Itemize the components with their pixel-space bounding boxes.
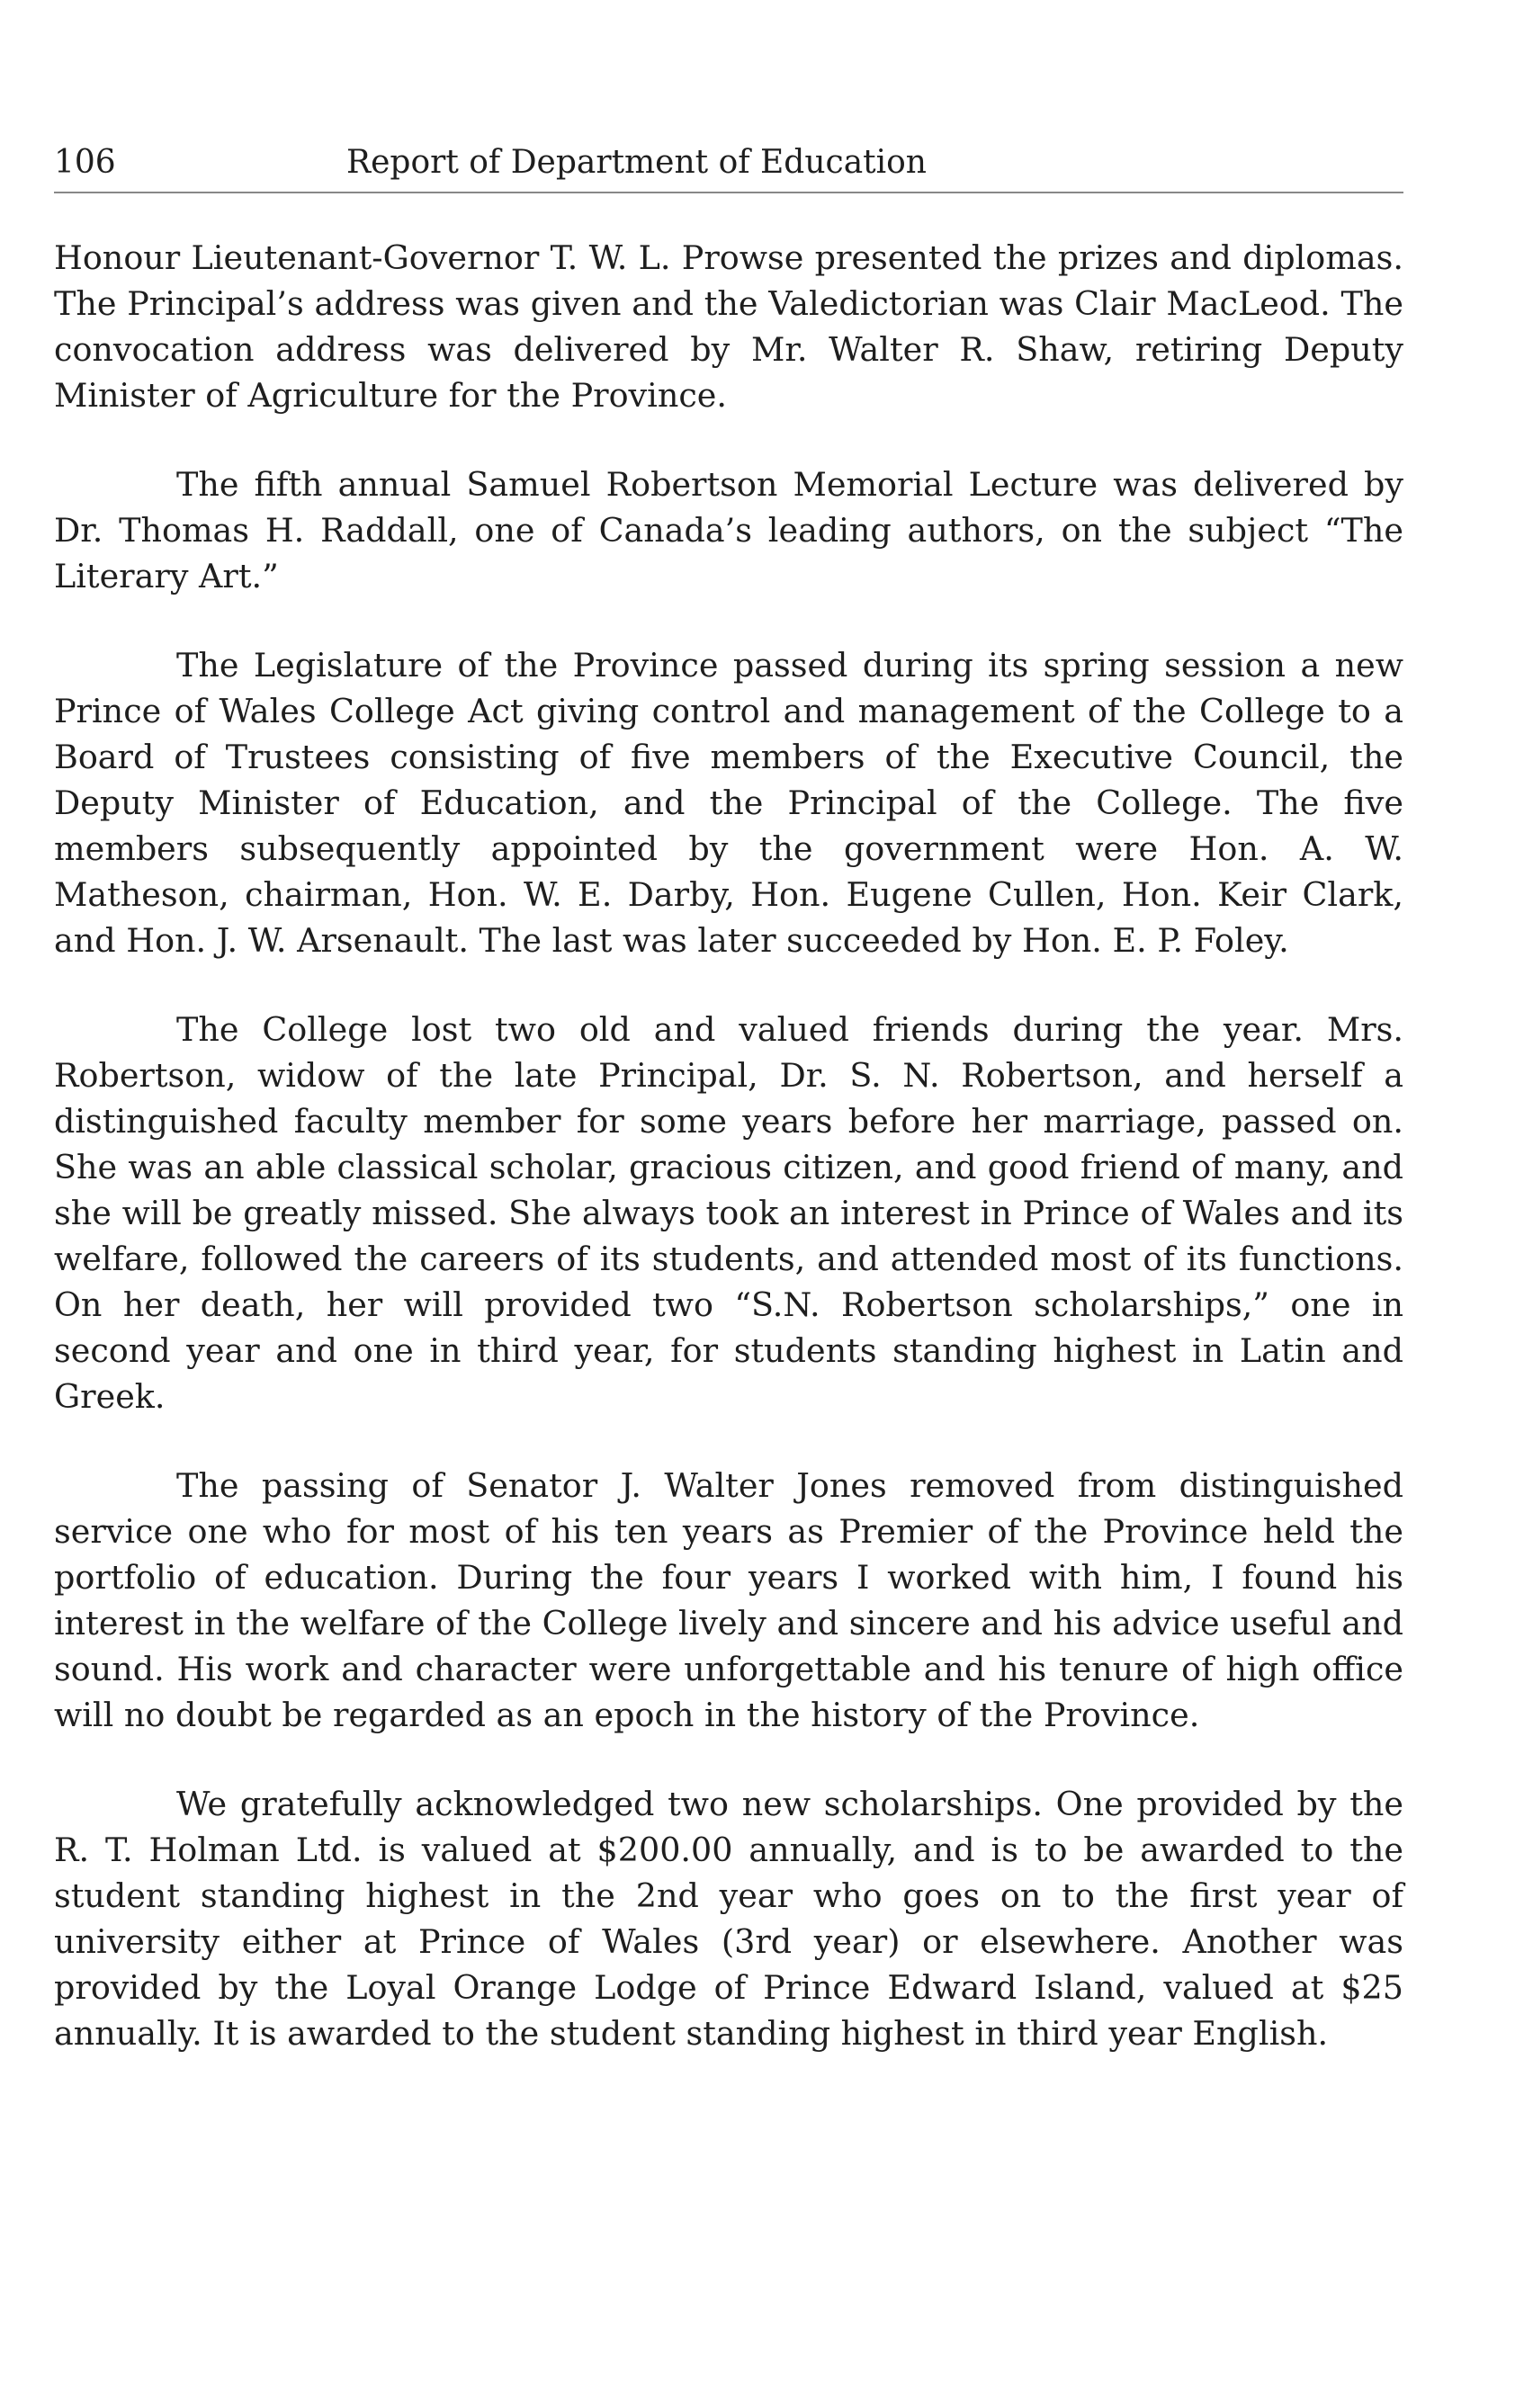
paragraph-convocation: Honour Lieutenant-Governor T. W. L. Prowse presented the prizes and diplomas. The Principal’s address was given and the Valedictorian was Clair MacLeod. The convocation address was delivered by Mr. Walter R. Shaw, retiring Deputy Minister of Agriculture for the Province.	[54, 238, 1403, 415]
paragraph-college-act: The Legislature of the Province passed during its spring session a new Prince of Wales College Act giving control and management of the College to a Board of Trustees consisting of five members of the Executive Council, the Deputy Minister of Education, and the Principal of the College. The five members subsequently appointed by the government were Hon. A. W. Matheson, chairman, Hon. W. E. Darby, Hon. Eugene Cullen, Hon. Keir Clark, and Hon. J. W. Arsenault. The last was later succeeded by Hon. E. P. Foley.	[54, 646, 1403, 960]
document-page	[54, 144, 1403, 2099]
page-header	[54, 144, 1403, 193]
paragraph-lost-friends: The College lost two old and valued friends during the year. Mrs. Robertson, widow of the late Principal, Dr. S. N. Robertson, and herself a distinguished faculty member for some years before her marriage, passed on. She was an able classical scholar, gracious citizen, and good friend of many, and she will be greatly missed. She always took an interest in Prince of Wales and its welfare, followed the careers of its students, and attended most of its functions. On her death, her will provided two “S.N. Robertson scholarships,” one in second year and one in third year, for students standing highest in Latin and Greek.	[54, 1010, 1403, 1416]
paragraph-memorial-lecture: The fifth annual Samuel Robertson Memorial Lecture was delivered by Dr. Thomas H. Raddall, one of Canada’s leading authors, on the subject “The Literary Art.”	[54, 465, 1403, 595]
page-number: 106	[54, 144, 116, 181]
paragraph-senator-jones: The passing of Senator J. Walter Jones removed from distinguished service one who for most of his ten years as Premier of the Province held the portfolio of education. During the four years I worked with him, I found his interest in the welfare of the College lively and sincere and his advice useful and sound. His work and character were unforgettable and his tenure of high office will no doubt be regarded as an epoch in the history of the Province.	[54, 1466, 1403, 1734]
running-head: Report of Department of Education	[346, 144, 927, 181]
paragraph-scholarships: We gratefully acknowledged two new scholarships. One provided by the R. T. Holman Ltd. is valued at $200.00 annually, and is to be awarded to the student standing highest in the 2nd year who goes on to the first year of university either at Prince of Wales (3rd year) or elsewhere. Another was provided by the Loyal Orange Lodge of Prince Edward Island, valued at $25 annually. It is awarded to the student standing highest in third year English.	[54, 1785, 1403, 2053]
